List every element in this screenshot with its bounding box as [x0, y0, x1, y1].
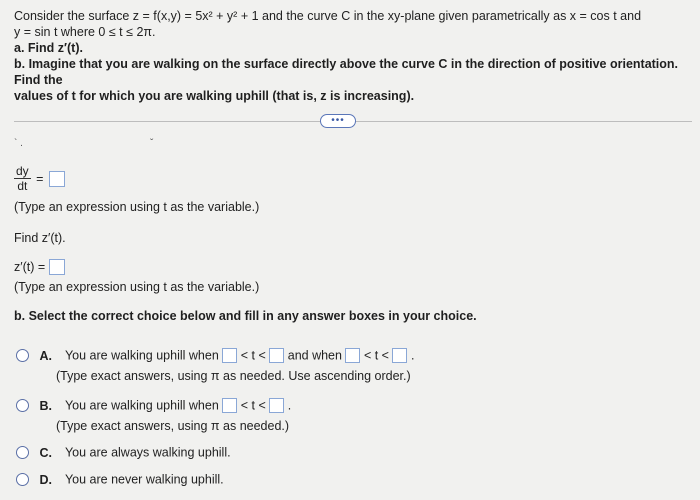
choice-a-lt-1: < t <: [240, 348, 266, 363]
choice-d[interactable]: [16, 472, 224, 487]
choice-a-box-1[interactable]: [222, 348, 237, 363]
choice-b-hint: (Type exact answers, using π as needed.): [56, 419, 290, 433]
zprime-answer-row: [14, 259, 65, 275]
zprime-label: z′(t) =: [14, 260, 46, 274]
find-zprime-label: Find z′(t).: [14, 231, 66, 245]
choice-c-text: You are always walking uphill.: [64, 445, 231, 460]
choice-a-end: .: [410, 348, 415, 363]
choice-d-text: You are never walking uphill.: [64, 472, 224, 487]
collapsed-mark-mid: ˇ: [150, 138, 154, 149]
problem-line-5: values of t for which you are walking uphill (that is, z is increasing).: [14, 89, 415, 103]
choice-a-box-4[interactable]: [392, 348, 407, 363]
choice-a[interactable]: [16, 348, 414, 363]
choice-b-end: .: [287, 398, 292, 413]
choice-b-radio[interactable]: [16, 399, 29, 412]
dydt-answer-box[interactable]: [49, 171, 65, 187]
dydt-answer-row: [14, 164, 65, 193]
zprime-answer-box[interactable]: [49, 259, 65, 275]
choice-c-radio[interactable]: [16, 446, 29, 459]
divider: [0, 114, 700, 128]
choice-a-box-2[interactable]: [269, 348, 284, 363]
choice-c-letter: C.: [39, 445, 52, 460]
choice-d-letter: D.: [39, 472, 52, 487]
choice-a-and-when: and when: [287, 348, 342, 363]
dydt-fraction: [14, 164, 31, 193]
dydt-equals: =: [36, 171, 44, 186]
choice-b-text: You are walking uphill when: [64, 398, 219, 413]
hint-1: (Type an expression using t as the variable.): [14, 200, 260, 214]
choice-b[interactable]: [16, 398, 291, 413]
part-b-heading: b. Imagine that you are walking on the surface directly above the curve C in the direction of positive orientation. Find the: [14, 57, 679, 87]
problem-line-1: Consider the surface z = f(x,y) = 5x² + y² + 1 and the curve C in the xy-plane given parametrically as x = cos t and: [14, 9, 642, 23]
hint-2: (Type an expression using t as the variable.): [14, 280, 260, 294]
expand-more-button[interactable]: •••: [320, 114, 356, 128]
dydt-numerator: dy: [16, 164, 29, 178]
choice-b-box-1[interactable]: [222, 398, 237, 413]
choice-c[interactable]: [16, 445, 231, 460]
choice-b-lt: < t <: [240, 398, 266, 413]
choice-a-hint: (Type exact answers, using π as needed. Use ascending order.): [56, 369, 411, 383]
problem-statement: [14, 8, 694, 104]
choice-a-letter: A.: [39, 348, 52, 363]
collapsed-mark-left: ` .: [14, 138, 23, 149]
choice-a-lt-2: < t <: [363, 348, 389, 363]
choice-a-radio[interactable]: [16, 349, 29, 362]
choice-b-box-2[interactable]: [269, 398, 284, 413]
choice-b-letter: B.: [39, 398, 52, 413]
choice-a-text: You are walking uphill when: [64, 348, 219, 363]
part-a-heading: a. Find z′(t).: [14, 41, 83, 55]
problem-line-2: y = sin t where 0 ≤ t ≤ 2π.: [14, 25, 156, 39]
part-b-prompt: b. Select the correct choice below and fill in any answer boxes in your choice.: [14, 309, 477, 323]
dydt-denominator: dt: [17, 179, 28, 193]
choice-d-radio[interactable]: [16, 473, 29, 486]
choice-a-box-3[interactable]: [345, 348, 360, 363]
